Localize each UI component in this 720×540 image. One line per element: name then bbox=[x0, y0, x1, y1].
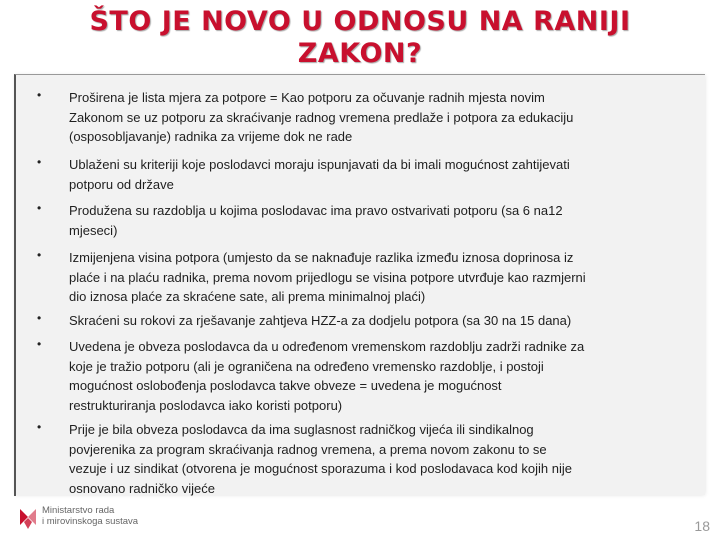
bullet-text-line: (osposobljavanje) radnika za vrijeme dok ne rade bbox=[69, 129, 353, 144]
bullet-text-line: Ublaženi su kriteriji koje poslodavci moraju ispunjavati da bi imali mogućnost zahtijevati bbox=[69, 157, 570, 172]
bullet-text-line: Skraćeni su rokovi za rješavanje zahtjeva HZZ-a za dodjelu potpora (sa 30 na 15 dana) bbox=[69, 313, 572, 328]
bullet-text-line: koje je tražio potporu (ali je ograničena na određeno vremensko razdoblje, i postoji bbox=[69, 358, 544, 374]
slide-title-line-2: ZAKON? bbox=[297, 38, 423, 69]
bullet-text-line: Uvedena je obveza poslodavca da u određenom vremenskom razdoblju zadrži radnike za bbox=[69, 339, 585, 354]
bullet-text-line: Prije je bila obveza poslodavca da ima suglasnost radničkog vijeća ili sindikalnog bbox=[69, 422, 534, 437]
bullet-marker: • bbox=[37, 155, 42, 169]
slide-title bbox=[60, 6, 660, 70]
bullet-text-line: dio iznosa plaće za skraćene sate, ali prema minimalnoj plaći) bbox=[69, 289, 426, 304]
bullet-marker: • bbox=[37, 337, 42, 351]
ministry-logo-icon bbox=[18, 505, 38, 531]
bullet-text-line: mogućnost oslobođenja poslodavca takve obveze = uvedena je mogućnost bbox=[69, 378, 502, 393]
bullet-marker: • bbox=[37, 88, 42, 102]
bullet-text-line: mjeseci) bbox=[69, 222, 118, 238]
bullet-text-line: Produžena su razdoblja u kojima poslodavac ima pravo ostvarivati potporu (sa 6 na12 bbox=[69, 203, 563, 218]
ministry-name-line-1: Ministarstvo rada bbox=[42, 505, 115, 516]
bullet-text-line: Zakonom se uz potporu za skraćivanje radnog vremena predlaže i potpora za edukaciju bbox=[69, 109, 574, 125]
bullet-text-line: Proširena je lista mjera za potpore = Kao potporu za očuvanje radnih mjesta novim bbox=[69, 90, 545, 105]
bullet-marker: • bbox=[37, 201, 42, 215]
bullet-text-line: plaće i na plaću radnika, prema novom prijedlogu se visina potpore utvrđuje kao razmjerni bbox=[69, 269, 586, 285]
ministry-name bbox=[42, 505, 138, 527]
ministry-name-line-2: i mirovinskoga sustava bbox=[42, 516, 139, 527]
slide-title-line-1: ŠTO JE NOVO U ODNOSU NA RANIJI bbox=[89, 6, 631, 37]
bullet-marker: • bbox=[37, 420, 42, 434]
bullet-marker: • bbox=[37, 311, 42, 325]
bullet-marker: • bbox=[37, 248, 42, 262]
bullet-text-line: Izmijenjena visina potpora (umjesto da se naknađuje razlika između iznosa doprinosa iz bbox=[69, 250, 574, 265]
bullet-text-line: vezuje i uz sindikat (otvorena je mogućnost sporazuma i kod poslodavaca kod kojih nije bbox=[69, 461, 572, 476]
bullet-text-line: potporu od države bbox=[69, 176, 174, 192]
bullet-text-line: povjerenika za program skraćivanja radnog vremena, a prema novom zakonu to se bbox=[69, 441, 547, 457]
page-number: 18 bbox=[694, 518, 710, 534]
bullet-text-line: osnovano radničko vijeće bbox=[69, 480, 215, 496]
bullet-text-line: restrukturiranja poslodavca iako koristi potporu) bbox=[69, 397, 343, 413]
panel-frame bbox=[14, 74, 705, 496]
